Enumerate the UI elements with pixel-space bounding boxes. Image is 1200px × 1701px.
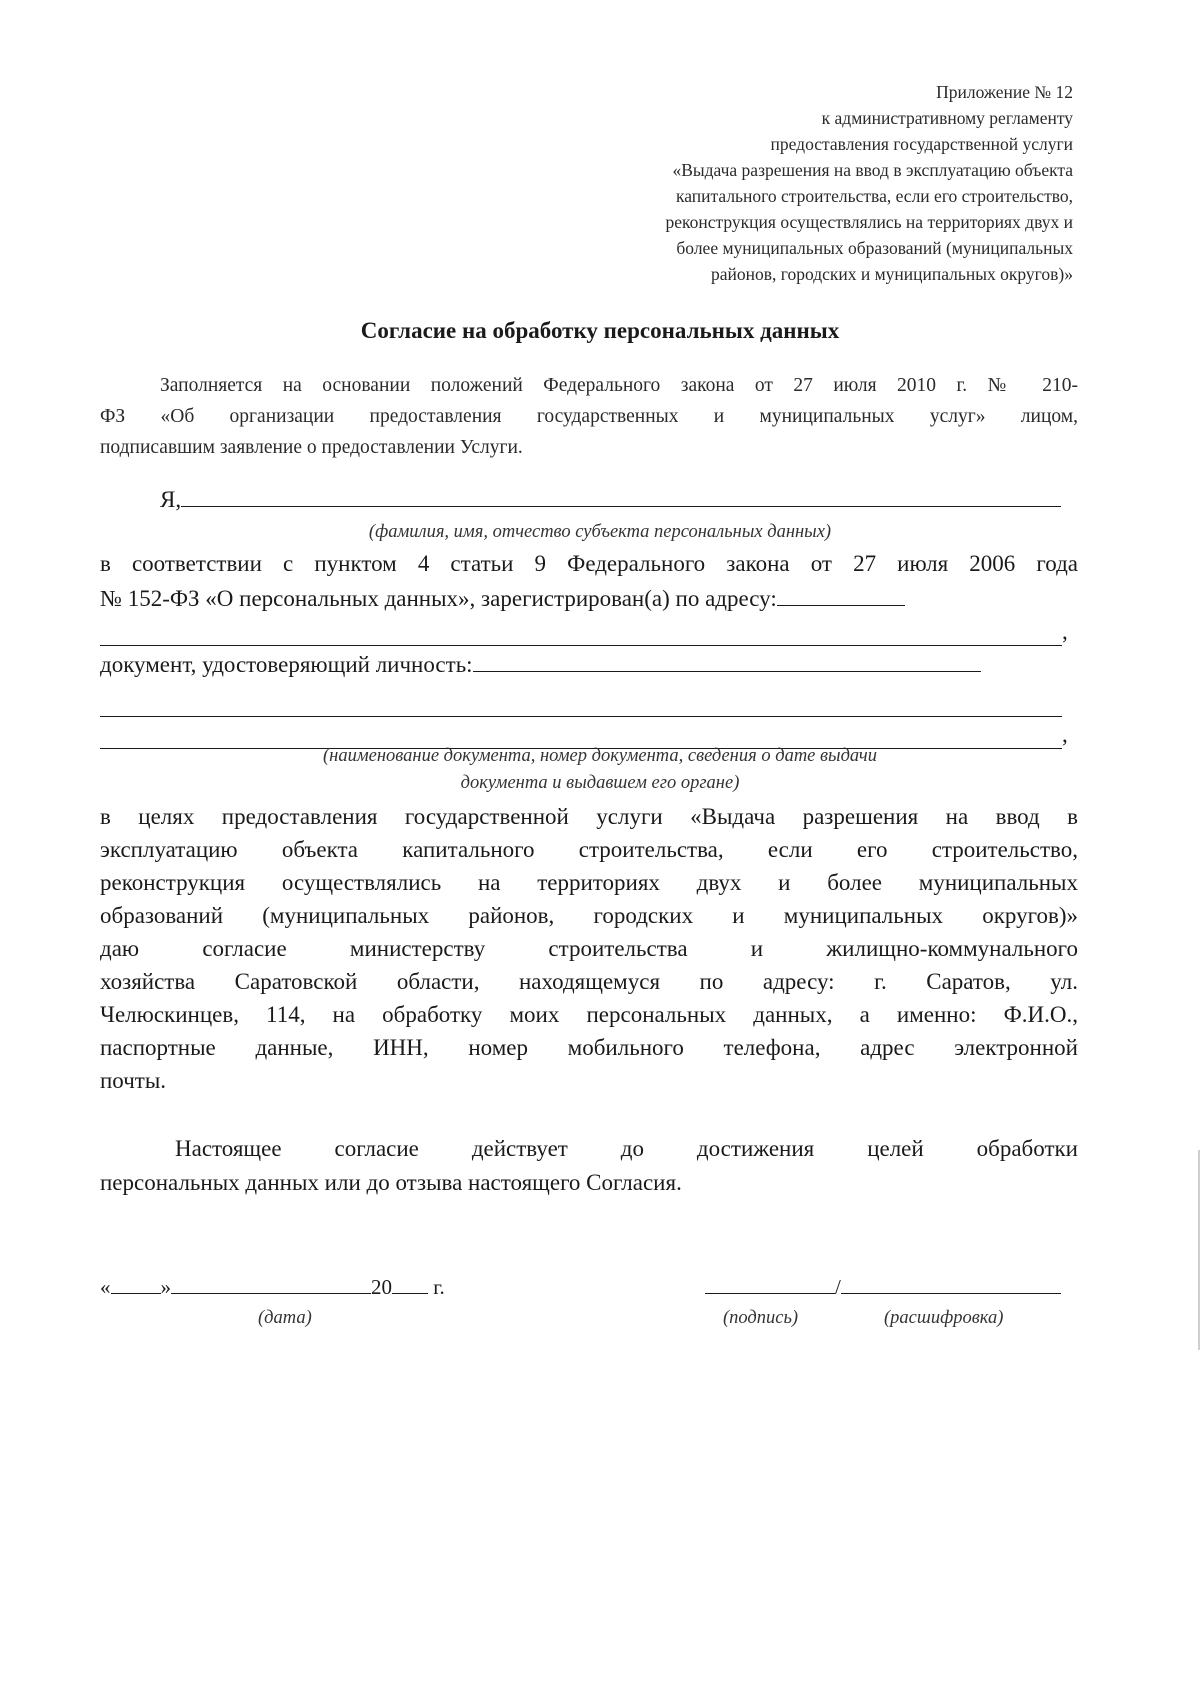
appendix-line: районов, городских и муниципальных округов)» — [710, 264, 1073, 284]
signature-input-line[interactable] — [705, 1293, 835, 1294]
ya-label: Я, — [160, 487, 182, 512]
appendix-line: к административному регламенту — [821, 108, 1073, 128]
quote-close: » — [160, 1275, 171, 1299]
intro-line: ФЗ «Об организации предоставления государственных и муниципальных услуг» лицом, — [100, 406, 1078, 427]
day-input-line[interactable] — [111, 1293, 161, 1294]
consent-line: в целях предоставления государственной услуги «Выдача разрешения на ввод в — [100, 804, 1078, 829]
consent-line: даю согласие министерству строительства и жилищно-коммунального — [100, 936, 1078, 961]
law-text-2: № 152-ФЗ «О персональных данных», зарегистрирован(а) по адресу: — [100, 586, 777, 611]
consent-line: эксплуатацию объекта капитального строительства, если его строительство, — [100, 837, 1078, 862]
address-input-line[interactable] — [777, 605, 905, 606]
consent-line: реконструкция осуществлялись на территориях двух и более муниципальных — [100, 870, 1078, 895]
law-line-1 — [100, 551, 1078, 577]
fio-input-line[interactable] — [181, 506, 1061, 507]
document-input-line[interactable] — [473, 671, 981, 672]
document-input-line-2[interactable] — [100, 690, 1062, 717]
validity-line: персональных данных или до отзыва настоящего Согласия. — [100, 1170, 682, 1195]
document-title: Согласие на обработку персональных данных — [360, 318, 840, 343]
appendix-header — [513, 79, 1073, 287]
address-row — [100, 586, 1078, 612]
appendix-line: реконструкция осуществлялись на территориях двух и — [665, 212, 1073, 232]
year-suffix: г. — [433, 1275, 445, 1299]
document-row-2 — [100, 690, 1078, 717]
intro-line: подписавшим заявление о предоставлении Услуги. — [100, 437, 523, 458]
appendix-line: Приложение № 12 — [936, 82, 1073, 102]
appendix-line: более муниципальных образований (муниципальных — [676, 238, 1073, 258]
doc-caption-1: (наименование документа, номер документа, сведения о дате выдачи — [322, 746, 878, 766]
date-row — [100, 1275, 445, 1300]
intro-line: Заполняется на основании положений Федерального закона от 27 июля 2010 г. № 210- — [160, 375, 1078, 396]
consent-line: хозяйства Саратовской области, находящемуся по адресу: г. Саратов, ул. — [100, 969, 1078, 994]
appendix-line: «Выдача разрешения на ввод в эксплуатацию объекта — [672, 160, 1073, 180]
doc-caption-2: документа и выдавшем его органе) — [460, 773, 740, 793]
decode-caption: (расшифровка) — [884, 1308, 1004, 1328]
year-prefix: 20 — [371, 1275, 392, 1299]
appendix-line: капитального строительства, если его строительство, — [676, 186, 1073, 206]
consent-line: паспортные данные, ИНН, номер мобильного телефона, адрес электронной — [100, 1035, 1078, 1060]
intro-paragraph — [100, 370, 1078, 463]
validity-paragraph — [100, 1132, 1078, 1200]
slash: / — [835, 1275, 841, 1299]
consent-line: Челюскинцев, 114, на обработку моих персональных данных, а именно: Ф.И.О., — [100, 1002, 1078, 1027]
document-row-3 — [100, 722, 1078, 749]
comma: , — [1062, 619, 1068, 644]
comma: , — [1062, 722, 1068, 747]
document-input-line-3[interactable] — [100, 722, 1062, 749]
date-caption: (дата) — [258, 1308, 312, 1328]
document-row — [100, 652, 1078, 678]
fio-row — [160, 487, 1078, 513]
signature-caption: (подпись) — [723, 1308, 799, 1328]
appendix-line: предоставления государственной услуги — [770, 134, 1073, 154]
consent-paragraph — [100, 800, 1078, 1097]
fio-caption: (фамилия, имя, отчество субъекта персональных данных) — [368, 522, 832, 542]
signature-row — [705, 1275, 1061, 1300]
doc-label: документ, удостоверяющий личность: — [100, 652, 473, 677]
quote-open: « — [100, 1275, 111, 1299]
month-input-line[interactable] — [171, 1293, 371, 1294]
address-row-2 — [100, 619, 1078, 646]
decode-input-line[interactable] — [841, 1293, 1061, 1294]
year-input-line[interactable] — [392, 1293, 428, 1294]
consent-line: образований (муниципальных районов, городских и муниципальных округов)» — [100, 903, 1078, 928]
validity-line: Настоящее согласие действует до достижения целей обработки — [175, 1136, 1078, 1161]
law-text-1: в соответствии с пунктом 4 статьи 9 Федерального закона от 27 июля 2006 года — [100, 551, 1078, 576]
address-input-line-2[interactable] — [100, 619, 1062, 646]
consent-line: почты. — [100, 1068, 167, 1093]
